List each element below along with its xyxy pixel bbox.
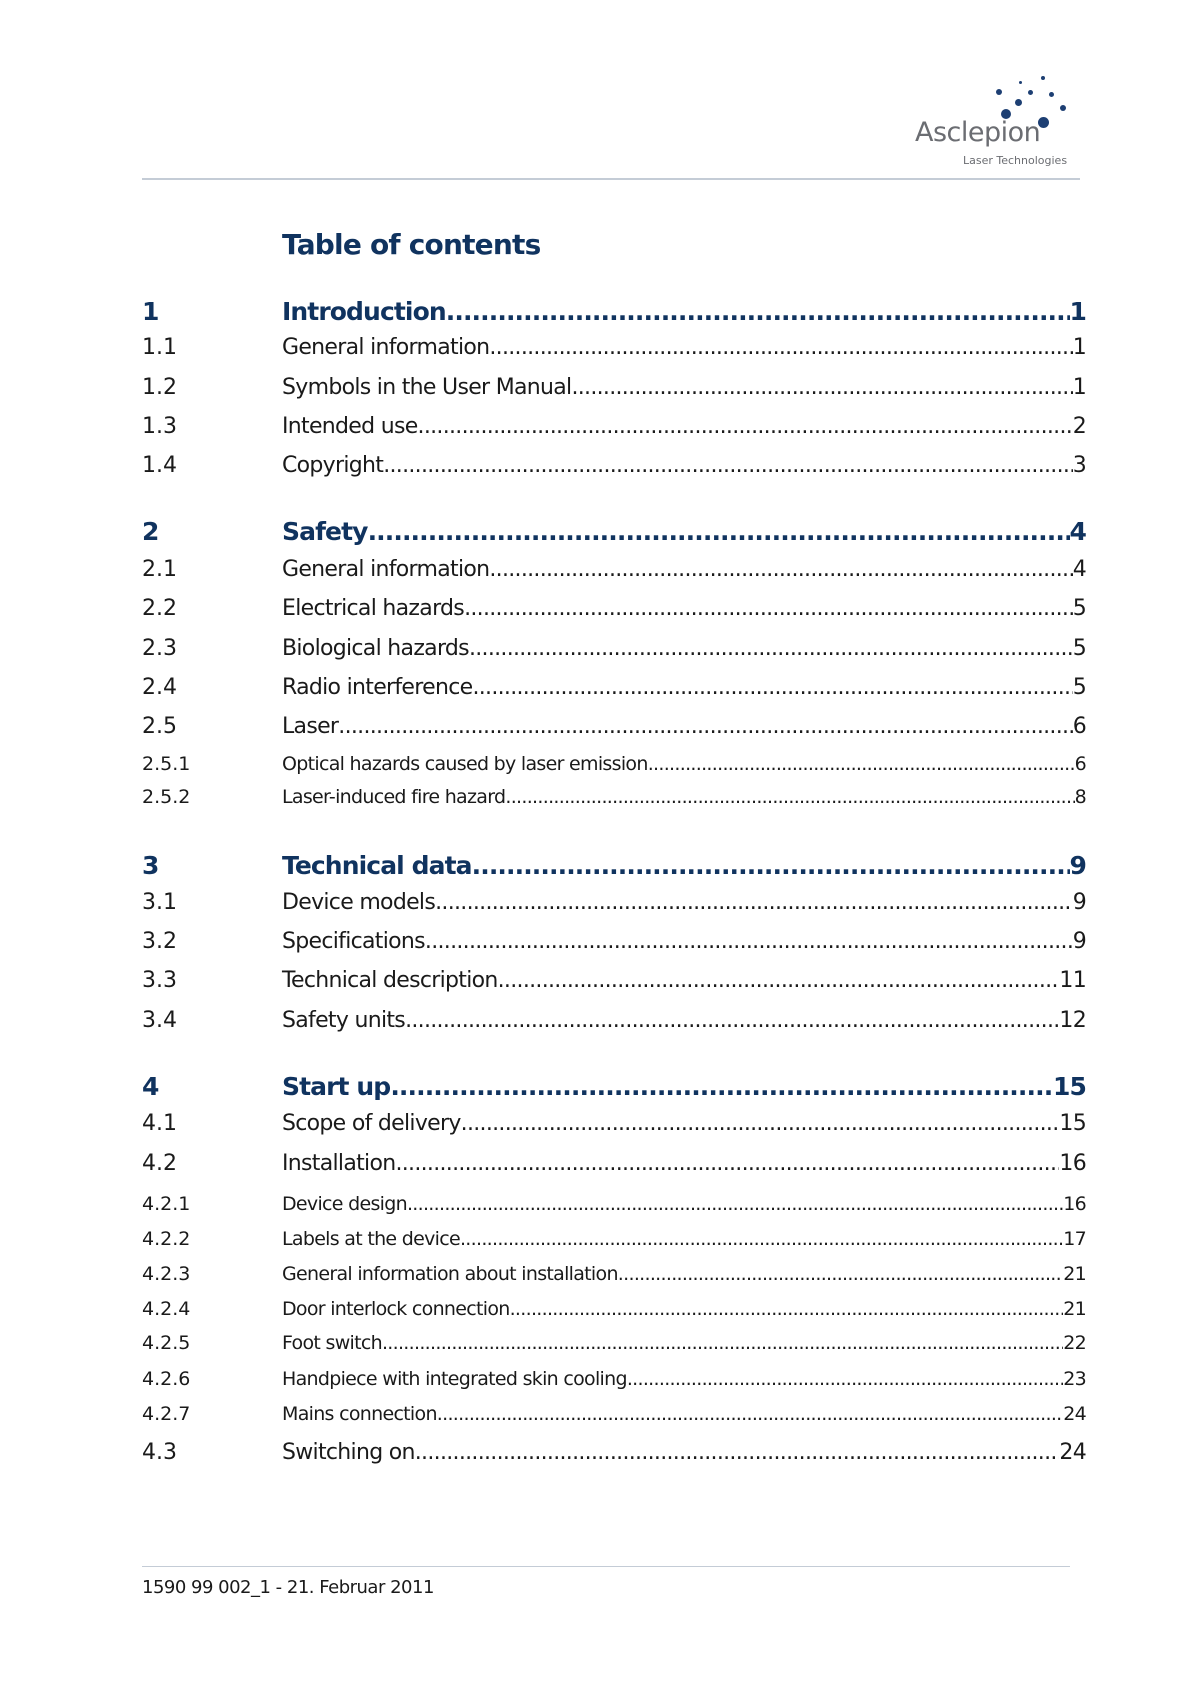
toc-entry-number: 3.1 <box>142 890 177 915</box>
toc-entry-number: 3.3 <box>142 968 177 993</box>
toc-entry-number: 4.2.1 <box>142 1193 191 1215</box>
toc-entry-number: 4 <box>142 1072 160 1101</box>
toc-entry-title: Switching on <box>282 1440 415 1465</box>
toc-title: Table of contents <box>282 228 541 261</box>
toc-leader-dots <box>418 414 1073 439</box>
toc-leader-dots <box>382 1332 1063 1354</box>
toc-entry-title: Optical hazards caused by laser emission <box>282 753 648 775</box>
toc-entry[interactable] <box>142 1111 1086 1136</box>
toc-entry-page: 5 <box>1072 596 1086 621</box>
toc-entry[interactable] <box>142 786 1086 808</box>
toc-entry-page: 5 <box>1072 675 1086 700</box>
toc-leader-dots <box>338 714 1072 739</box>
toc-entry-page: 1 <box>1072 335 1086 360</box>
toc-leader-dots <box>464 596 1073 621</box>
toc-entry-title: Device models <box>282 890 436 915</box>
toc-entry-number: 4.2.3 <box>142 1263 191 1285</box>
toc-leader-dots <box>648 753 1075 775</box>
toc-leader-dots <box>461 1111 1060 1136</box>
toc-entry[interactable] <box>142 1263 1086 1285</box>
toc-leader-dots <box>489 335 1072 360</box>
toc-entry-number: 3.4 <box>142 1008 177 1033</box>
toc-entry-title: Installation <box>282 1151 396 1176</box>
toc-entry-title: General information about installation <box>282 1263 618 1285</box>
toc-entry-title: Technical description <box>282 968 498 993</box>
toc-entry-number: 1.4 <box>142 453 177 478</box>
toc-entry-number: 4.3 <box>142 1440 177 1465</box>
toc-entry[interactable] <box>142 714 1086 739</box>
toc-entry-number: 4.2.4 <box>142 1298 191 1320</box>
toc-entry[interactable] <box>142 414 1086 439</box>
toc-entry-page: 21 <box>1063 1263 1086 1285</box>
toc-entry-title: Technical data <box>282 851 472 880</box>
toc-entry-page: 24 <box>1059 1440 1086 1465</box>
toc-entry-page: 1 <box>1072 375 1086 400</box>
toc-entry-title: Labels at the device <box>282 1228 460 1250</box>
toc-entry[interactable] <box>142 1072 1086 1101</box>
toc-entry-page: 9 <box>1072 890 1086 915</box>
toc-entry-number: 4.2 <box>142 1151 177 1176</box>
toc-entry[interactable] <box>142 1228 1086 1250</box>
toc-entry-title: Safety <box>282 517 368 546</box>
toc-entry-page: 3 <box>1072 453 1086 478</box>
toc-entry[interactable] <box>142 1193 1086 1215</box>
toc-leader-dots <box>472 675 1072 700</box>
toc-leader-dots <box>435 890 1073 915</box>
toc-entry-page: 23 <box>1063 1368 1086 1390</box>
toc-entry-page: 4 <box>1072 557 1086 582</box>
toc-entry-number: 1.1 <box>142 335 177 360</box>
toc-entry-title: Copyright <box>282 453 384 478</box>
toc-entry[interactable] <box>142 1403 1086 1425</box>
toc-entry-title: Introduction <box>282 297 446 326</box>
toc-leader-dots <box>505 786 1074 808</box>
toc-entry[interactable] <box>142 557 1086 582</box>
toc-entry-title: Door interlock connection <box>282 1298 510 1320</box>
footer-divider <box>142 1566 1070 1567</box>
toc-entry-page: 24 <box>1063 1403 1086 1425</box>
toc-entry-title: Scope of delivery <box>282 1111 461 1136</box>
toc-entry-title: Radio interference <box>282 675 473 700</box>
toc-entry-page: 6 <box>1074 753 1086 775</box>
toc-leader-dots <box>571 375 1072 400</box>
toc-entry-page: 9 <box>1072 929 1086 954</box>
toc-entry[interactable] <box>142 890 1086 915</box>
toc-leader-dots <box>405 1008 1059 1033</box>
toc-entry-number: 3 <box>142 851 160 880</box>
logo-tagline: Laser Technologies <box>963 154 1068 167</box>
toc-leader-dots <box>415 1440 1060 1465</box>
toc-entry-number: 2.2 <box>142 596 177 621</box>
toc-entry-number: 2.5.1 <box>142 753 191 775</box>
toc-entry-page: 11 <box>1059 968 1086 993</box>
toc-entry[interactable] <box>142 596 1086 621</box>
toc-entry-page: 21 <box>1063 1298 1086 1320</box>
toc-entry[interactable] <box>142 375 1086 400</box>
toc-entry-title: General information <box>282 335 490 360</box>
toc-leader-dots <box>390 1072 1053 1101</box>
toc-entry[interactable] <box>142 297 1086 326</box>
toc-entry[interactable] <box>142 636 1086 661</box>
toc-entry-number: 4.2.5 <box>142 1332 191 1354</box>
toc-entry-title: Handpiece with integrated skin cooling <box>282 1368 627 1390</box>
toc-leader-dots <box>407 1193 1063 1215</box>
toc-leader-dots <box>469 636 1073 661</box>
toc-entry[interactable] <box>142 1298 1086 1320</box>
toc-leader-dots <box>368 517 1070 546</box>
toc-entry[interactable] <box>142 453 1086 478</box>
toc-entry-number: 4.1 <box>142 1111 177 1136</box>
toc-entry-page: 8 <box>1074 786 1086 808</box>
toc-entry-page: 16 <box>1059 1151 1086 1176</box>
toc-entry-title: Mains connection <box>282 1403 437 1425</box>
toc-leader-dots <box>627 1368 1063 1390</box>
toc-entry[interactable] <box>142 753 1086 775</box>
footer-document-id: 1590 99 002_1 - 21. Februar 2011 <box>142 1577 434 1598</box>
toc-leader-dots <box>618 1263 1063 1285</box>
toc-entry-title: Specifications <box>282 929 425 954</box>
toc-entry[interactable] <box>142 1008 1086 1033</box>
toc-entry-page: 15 <box>1059 1111 1086 1136</box>
toc-entry-title: Biological hazards <box>282 636 469 661</box>
toc-entry-number: 4.2.7 <box>142 1403 191 1425</box>
toc-entry-number: 2.4 <box>142 675 177 700</box>
toc-leader-dots <box>425 929 1073 954</box>
toc-entry[interactable] <box>142 851 1086 880</box>
toc-entry-page: 15 <box>1053 1072 1086 1101</box>
toc-entry-number: 1.2 <box>142 375 177 400</box>
toc-leader-dots <box>383 453 1072 478</box>
toc-entry-page: 4 <box>1069 517 1086 546</box>
toc-entry-page: 22 <box>1063 1332 1086 1354</box>
toc-entry-number: 2.5.2 <box>142 786 191 808</box>
toc-entry-title: Foot switch <box>282 1332 382 1354</box>
toc-entry-page: 2 <box>1072 414 1086 439</box>
toc-entry[interactable] <box>142 675 1086 700</box>
logo-name: Asclepion <box>915 117 1041 148</box>
toc-entry-number: 4.2.6 <box>142 1368 191 1390</box>
toc-entry-page: 16 <box>1063 1193 1086 1215</box>
toc-entry-number: 2.1 <box>142 557 177 582</box>
toc-entry-title: Start up <box>282 1072 391 1101</box>
toc-entry[interactable] <box>142 929 1086 954</box>
toc-entry-title: General information <box>282 557 490 582</box>
toc-entry-page: 6 <box>1072 714 1086 739</box>
toc-entry-number: 2.5 <box>142 714 177 739</box>
toc-entry[interactable] <box>142 517 1086 546</box>
toc-entry[interactable] <box>142 1332 1086 1354</box>
toc-leader-dots <box>437 1403 1063 1425</box>
toc-entry-number: 1 <box>142 297 160 326</box>
toc-entry-title: Electrical hazards <box>282 596 465 621</box>
toc-entry[interactable] <box>142 1440 1086 1465</box>
toc-leader-dots <box>498 968 1060 993</box>
toc-entry[interactable] <box>142 1368 1086 1390</box>
toc-entry-title: Laser <box>282 714 339 739</box>
toc-entry-number: 4.2.2 <box>142 1228 191 1250</box>
toc-entry-page: 17 <box>1063 1228 1086 1250</box>
toc-entry-title: Laser-induced fire hazard <box>282 786 506 808</box>
toc-entry-title: Safety units <box>282 1008 406 1033</box>
toc-entry-title: Device design <box>282 1193 407 1215</box>
toc-entry-title: Symbols in the User Manual <box>282 375 572 400</box>
toc-entry-page: 5 <box>1072 636 1086 661</box>
toc-leader-dots <box>489 557 1072 582</box>
toc-entry-number: 2.3 <box>142 636 177 661</box>
toc-entry-page: 1 <box>1069 297 1086 326</box>
toc-entry-number: 3.2 <box>142 929 177 954</box>
toc-leader-dots <box>446 297 1070 326</box>
toc-entry-page: 12 <box>1059 1008 1086 1033</box>
toc-leader-dots <box>472 851 1070 880</box>
toc-entry[interactable] <box>142 968 1086 993</box>
toc-entry[interactable] <box>142 1151 1086 1176</box>
toc-leader-dots <box>510 1298 1064 1320</box>
toc-leader-dots <box>395 1151 1059 1176</box>
toc-entry-page: 9 <box>1069 851 1086 880</box>
toc-entry-number: 2 <box>142 517 160 546</box>
toc-entry-number: 1.3 <box>142 414 177 439</box>
toc-entry[interactable] <box>142 335 1086 360</box>
toc-entry-title: Intended use <box>282 414 418 439</box>
toc-leader-dots <box>460 1228 1063 1250</box>
